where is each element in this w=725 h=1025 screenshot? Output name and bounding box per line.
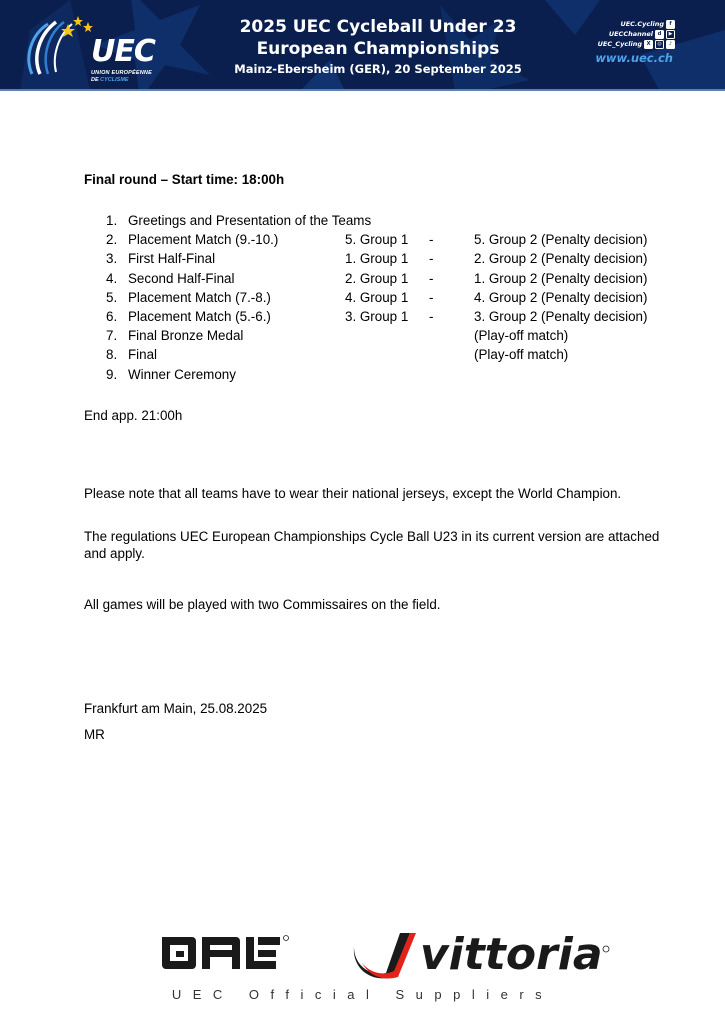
uec-logo-de: DE [91, 77, 99, 83]
event-title-line1: 2025 UEC Cycleball Under 23 [239, 17, 517, 37]
agenda-number: 7. [106, 328, 118, 344]
uec-logo-subtitle-2 [91, 77, 129, 83]
agenda-number: 5. [106, 289, 118, 305]
agenda-item [84, 367, 664, 386]
vittoria-logo [352, 925, 614, 980]
instagram-icon[interactable]: ◎ [655, 40, 664, 49]
agenda-team1: 3. Group 1 [345, 308, 409, 324]
social-links [598, 19, 675, 49]
agenda-dash: - [429, 308, 434, 324]
page-header [0, 0, 725, 91]
facebook-icon[interactable]: f [666, 20, 675, 29]
agenda-team1: 4. Group 1 [345, 289, 409, 305]
social-handle: UECChannel [608, 30, 653, 38]
agenda-dash: - [429, 232, 434, 248]
agenda-team2: (Play-off match) [474, 328, 569, 344]
social-handle: UEC.Cycling [620, 20, 664, 28]
agenda-title: Winner Ceremony [128, 366, 236, 382]
agenda-number: 4. [106, 270, 118, 286]
agenda-dash: - [429, 251, 434, 267]
agenda-team2: 5. Group 2 (Penalty decision) [474, 232, 648, 248]
social-row-cycling[interactable] [598, 39, 675, 49]
note-jerseys: Please note that all teams have to wear their national jerseys, except the World Champion. [84, 486, 622, 501]
agenda-team2: (Play-off match) [474, 347, 569, 363]
place-and-date: Frankfurt am Main, 25.08.2025 [84, 701, 268, 716]
agenda-number: 9. [106, 366, 118, 382]
tiktok-icon[interactable]: ♪ [666, 40, 675, 49]
agenda-title: Final Bronze Medal [128, 328, 244, 344]
agenda-item [84, 232, 664, 251]
note-regulations: The regulations UEC European Championships Cycle Ball U23 in its current version are attached and apply. [84, 529, 660, 561]
footer-sponsors [0, 915, 725, 1025]
agenda-item [84, 328, 664, 347]
event-title [200, 16, 556, 78]
agenda-team1: 5. Group 1 [345, 232, 409, 248]
event-subtitle: Mainz-Ebersheim (GER), 20 September 2025 [234, 62, 522, 76]
uec-logo-subtitle: UNION EUROPÉENNE [91, 70, 152, 76]
agenda-item [84, 290, 664, 309]
agenda-number: 1. [106, 213, 118, 228]
official-suppliers-caption: UEC Official Suppliers [171, 987, 554, 1002]
agenda-title: Final [128, 347, 158, 363]
final-round-heading: Final round – Start time: 18:00h [84, 172, 285, 187]
agenda-team2: 3. Group 2 (Penalty decision) [474, 308, 648, 324]
agenda-item [84, 347, 664, 366]
uec-logo-text: UEC [91, 34, 155, 69]
youtube-icon[interactable]: ▶ [666, 30, 675, 39]
agenda-number: 6. [106, 308, 118, 324]
agenda-team2: 4. Group 2 (Penalty decision) [474, 289, 648, 305]
signature-initials: MR [84, 727, 105, 742]
event-title-line2: European Championships [256, 39, 500, 59]
x-icon[interactable]: X [644, 40, 653, 49]
vittoria-wordmark: vittoria [420, 929, 603, 980]
social-handle: UEC_Cycling [597, 40, 642, 48]
uec-logo [18, 12, 158, 83]
agenda-item [84, 213, 664, 232]
agenda-dash: - [429, 270, 434, 286]
agenda-title: Placement Match (5.-6.) [128, 308, 271, 324]
agenda-title: Placement Match (7.-8.) [128, 289, 271, 305]
agenda-team2: 2. Group 2 (Penalty decision) [474, 251, 648, 267]
ale-logo [162, 933, 292, 973]
dailymotion-icon[interactable]: d [655, 30, 664, 39]
header-divider [0, 89, 725, 91]
agenda-title: First Half-Final [128, 251, 216, 267]
agenda-item [84, 309, 664, 328]
agenda-list [84, 213, 664, 386]
agenda-item [84, 251, 664, 270]
agenda-team1: 2. Group 1 [345, 270, 409, 286]
agenda-title: Greetings and Presentation of the Teams [128, 213, 372, 228]
note-commissaires: All games will be played with two Commissaires on the field. [84, 597, 441, 612]
agenda-number: 3. [106, 251, 118, 267]
agenda-dash: - [429, 289, 434, 305]
agenda-team1: 1. Group 1 [345, 251, 409, 267]
agenda-title: Second Half-Final [128, 270, 235, 286]
agenda-team2: 1. Group 2 (Penalty decision) [474, 270, 648, 286]
agenda-title: Placement Match (9.-10.) [128, 232, 279, 248]
end-time: End app. 21:00h [84, 408, 183, 423]
website-link[interactable]: www.uec.ch [595, 51, 673, 65]
agenda-item [84, 271, 664, 290]
agenda-number: 2. [106, 232, 118, 248]
social-row-facebook[interactable] [598, 19, 675, 29]
uec-logo-cyclisme: CYCLISME [100, 77, 129, 83]
agenda-number: 8. [106, 347, 118, 363]
social-row-channel[interactable] [598, 29, 675, 39]
